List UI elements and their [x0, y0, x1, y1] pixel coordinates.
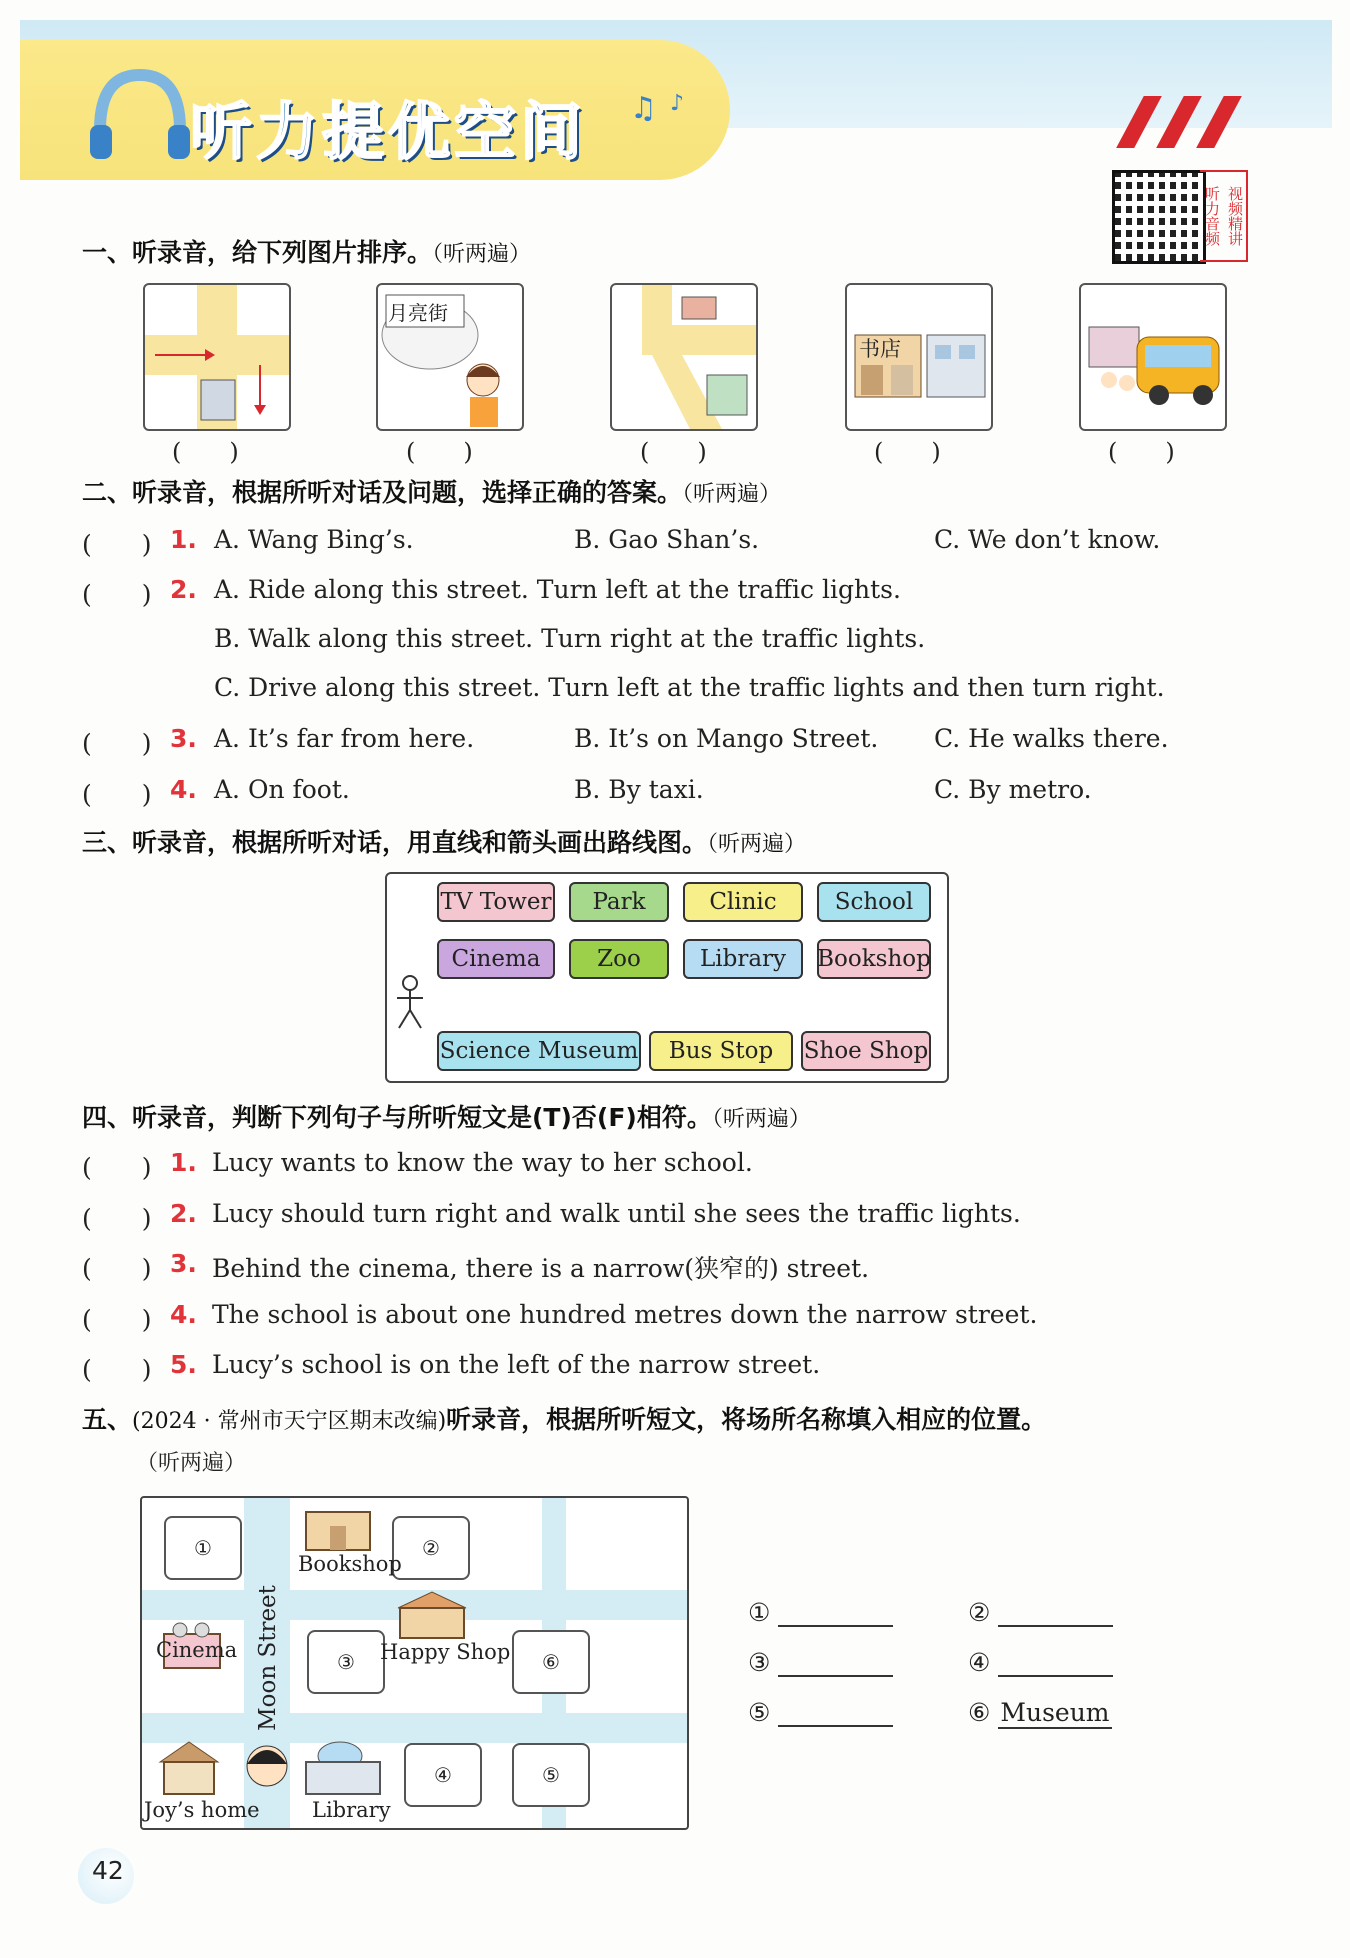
qr-label-video: 视频精讲 — [1226, 186, 1244, 246]
place-cinema: Cinema — [437, 939, 555, 979]
map-label-joys-home: Joy’s home — [144, 1798, 260, 1822]
option-c: C. We don’t know. — [934, 525, 1161, 554]
svg-text:♪: ♪ — [670, 91, 685, 116]
section4-note: （听两遍） — [711, 1107, 811, 1132]
answer-blank-pic1[interactable]: ( ) — [172, 438, 239, 466]
question-number: 4. — [170, 1300, 197, 1329]
section3-note: （听两遍） — [707, 832, 807, 857]
answer-blank-tf-1[interactable]: ( ) — [82, 1153, 152, 1182]
map-slot-6[interactable]: ⑥ — [512, 1630, 590, 1694]
place-library: Library — [683, 939, 803, 979]
statement-text: Lucy should turn right and walk until she sees the traffic lights. — [212, 1199, 1021, 1228]
bookshop-sign: 书店 — [859, 337, 901, 361]
street-map[interactable] — [140, 1496, 689, 1830]
answer-marker-5: ⑤ — [748, 1698, 771, 1727]
section5-prefix: 五、 — [82, 1405, 133, 1434]
place-science-museum: Science Museum — [437, 1031, 641, 1071]
page-number: 42 — [92, 1856, 124, 1885]
qr-code[interactable] — [1112, 170, 1206, 264]
place-school: School — [817, 882, 931, 922]
picture-moon-street — [376, 283, 524, 431]
answer-marker-3: ③ — [748, 1648, 771, 1677]
option-c: C. He walks there. — [934, 724, 1169, 753]
picture-turn-road — [610, 283, 758, 431]
section2-note: （听两遍） — [682, 482, 782, 507]
svg-text:♫: ♫ — [630, 91, 657, 126]
section2-title — [82, 473, 781, 509]
answer-marker-4: ④ — [968, 1648, 991, 1677]
option-c: C. By metro. — [934, 775, 1092, 804]
answer-blank-pic4[interactable]: ( ) — [874, 438, 941, 466]
map-slot-2[interactable]: ② — [392, 1516, 470, 1580]
map-slot-1[interactable]: ① — [164, 1516, 242, 1580]
picture-bookshop — [845, 283, 993, 431]
section1-title — [82, 233, 531, 269]
option-c: C. Drive along this street. Turn left at the traffic lights and then turn right. — [214, 673, 1165, 702]
answer-marker-6: ⑥ — [968, 1698, 991, 1727]
answer-blank-tf-4[interactable]: ( ) — [82, 1305, 152, 1334]
question-number: 3. — [170, 724, 197, 753]
answer-value-museum: Museum — [1000, 1698, 1110, 1727]
map-label-cinema: Cinema — [156, 1638, 238, 1662]
map-slot-3[interactable]: ③ — [307, 1630, 385, 1694]
answer-marker-2: ② — [968, 1598, 991, 1627]
answer-blank-2[interactable] — [998, 1599, 1113, 1627]
section5-title — [82, 1400, 1046, 1436]
option-a: A. On foot. — [214, 775, 350, 804]
statement-text: The school is about one hundred metres down the narrow street. — [212, 1300, 1038, 1329]
place-tv-tower: TV Tower — [437, 882, 555, 922]
question-number: 5. — [170, 1350, 197, 1379]
option-b: B. Walk along this street. Turn right at the traffic lights. — [214, 624, 926, 653]
map-label-library: Library — [312, 1798, 391, 1822]
qr-label-listen: 听力音频 — [1203, 186, 1221, 246]
answer-marker-1: ① — [748, 1598, 771, 1627]
answer-blank-q2-4[interactable]: ( ) — [82, 780, 152, 809]
place-bookshop: Bookshop — [817, 939, 931, 979]
statement-text: Lucy wants to know the way to her school. — [212, 1148, 753, 1177]
answer-row-5[interactable] — [748, 1698, 893, 1727]
answer-row-6 — [968, 1698, 1112, 1727]
answer-row-2[interactable] — [968, 1598, 1113, 1627]
answer-blank-q2-1[interactable]: ( ) — [82, 530, 152, 559]
headphones-icon — [80, 60, 190, 170]
option-a: A. It’s far from here. — [214, 724, 475, 753]
option-b: B. It’s on Mango Street. — [574, 724, 879, 753]
answer-blank-5[interactable] — [778, 1699, 893, 1727]
answer-blank-q2-2[interactable]: ( ) — [82, 580, 152, 609]
section4-title — [82, 1098, 811, 1134]
statement-text: Behind the cinema, there is a narrow(狭窄的) street. — [212, 1254, 870, 1283]
place-zoo: Zoo — [569, 939, 669, 979]
answer-blank-pic2[interactable]: ( ) — [406, 438, 473, 466]
question-number: 1. — [170, 525, 197, 554]
answer-row-4[interactable] — [968, 1648, 1113, 1677]
section5-note: （听两遍） — [136, 1451, 247, 1476]
moon-street-sign: 月亮街 — [388, 301, 448, 325]
question-number: 3. — [170, 1249, 197, 1278]
page-title: 听力提优空间 — [190, 95, 587, 168]
option-b: B. By taxi. — [574, 775, 704, 804]
route-map[interactable] — [385, 872, 949, 1083]
moon-street-label: Moon Street — [255, 1585, 282, 1731]
answer-row-1[interactable] — [748, 1598, 893, 1627]
picture-bus — [1079, 283, 1227, 431]
music-note-icon — [630, 88, 700, 128]
question-number: 4. — [170, 775, 197, 804]
map-label-bookshop: Bookshop — [298, 1552, 402, 1576]
answer-blank-3[interactable] — [778, 1649, 893, 1677]
answer-blank-pic3[interactable]: ( ) — [640, 438, 707, 466]
answer-blank-pic5[interactable]: ( ) — [1108, 438, 1175, 466]
qr-label — [1200, 170, 1248, 262]
question-number: 1. — [170, 1148, 197, 1177]
map-slot-5[interactable]: ⑤ — [512, 1743, 590, 1807]
section3-title-text: 三、听录音，根据所听对话，用直线和箭头画出路线图。 — [82, 828, 708, 857]
bookshop-building-icon — [302, 1502, 374, 1552]
picture-crossroads — [143, 283, 291, 431]
answer-blank-4[interactable] — [998, 1649, 1113, 1677]
happy-shop-building-icon — [392, 1590, 472, 1640]
road-horizontal-bottom — [142, 1713, 687, 1743]
statement-text: Lucy’s school is on the left of the narrow street. — [212, 1350, 821, 1379]
answer-blank-1[interactable] — [778, 1599, 893, 1627]
section3-title — [82, 823, 806, 859]
section1-note: （听两遍） — [432, 242, 532, 267]
girl-avatar-icon — [242, 1736, 292, 1798]
joys-home-building-icon — [156, 1738, 222, 1798]
question-number: 2. — [170, 575, 197, 604]
stick-figure-icon — [393, 974, 427, 1032]
section5-source: (2024 · 常州市天宁区期末改编) — [132, 1409, 447, 1434]
answer-row-3[interactable] — [748, 1648, 893, 1677]
option-a: A. Wang Bing’s. — [214, 525, 414, 554]
section5-title-text: 听录音，根据所听短文，将场所名称填入相应的位置。 — [446, 1405, 1047, 1434]
section1-title-text: 一、听录音，给下列图片排序。 — [82, 238, 433, 267]
question-number: 2. — [170, 1199, 197, 1228]
map-label-happy-shop: Happy Shop — [380, 1640, 511, 1664]
answer-blank-tf-3[interactable]: ( ) — [82, 1254, 152, 1283]
option-a: A. Ride along this street. Turn left at the traffic lights. — [214, 575, 901, 604]
place-park: Park — [569, 882, 669, 922]
section4-title-text: 四、听录音，判断下列句子与所听短文是(T)否(F)相符。 — [82, 1103, 712, 1132]
place-bus-stop: Bus Stop — [649, 1031, 793, 1071]
answer-blank-tf-5[interactable]: ( ) — [82, 1355, 152, 1384]
answer-blank-q2-3[interactable]: ( ) — [82, 729, 152, 758]
map-slot-4[interactable]: ④ — [404, 1743, 482, 1807]
option-b: B. Gao Shan’s. — [574, 525, 760, 554]
place-shoe-shop: Shoe Shop — [801, 1031, 931, 1071]
library-building-icon — [300, 1738, 386, 1796]
section2-title-text: 二、听录音，根据所听对话及问题，选择正确的答案。 — [82, 478, 683, 507]
place-clinic: Clinic — [683, 882, 803, 922]
answer-blank-tf-2[interactable]: ( ) — [82, 1204, 152, 1233]
